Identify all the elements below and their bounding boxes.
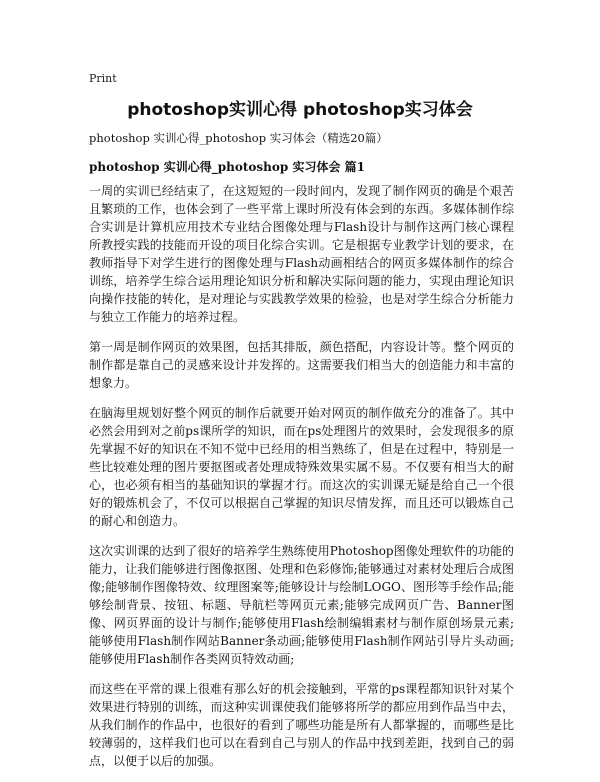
print-link[interactable]: Print [89, 72, 117, 85]
document-subtitle: photoshop 实训心得_photoshop 实习体会（精选20篇） [89, 131, 388, 145]
section-heading: photoshop 实训心得_photoshop 实习体会 篇1 [89, 160, 365, 174]
paragraph: 在脑海里规划好整个网页的制作后就要开始对网页的制作做充分的准备了。其中必然会用到对之前ps课所学的知识，而在ps处理图片的效果时，会发现很多的原先掌握不好的知识在不知不觉中已经用的相当熟练了，但是在过程中，特别是一些比较难处理的图片要抠图或者处理成特殊效果实属不易。不仅要有相当大的耐心，也必须有相当的基础知识的掌握才行。而这次的实训课无疑是给自己一个很好的锻炼机会了，不仅可以根据自己掌握的知识尽情发挥，而且还可以锻炼自己的耐心和创造力。 [89, 406, 514, 528]
page-title: photoshop实训心得 photoshop实习体会 [127, 100, 473, 120]
paragraph: 而这些在平常的课上很难有那么好的机会接触到，平常的ps课程都知识针对某个效果进行特别的训练，而这种实训课使我们能够将所学的都应用到作品当中去，从我们制作的作品中，也很好的看到了哪些功能是所有人都掌握的，而哪些是比较薄弱的，这样我们也可以在看到自己与别人的作品中找到差距，找到自己的弱点，以便于以后的加强。 [89, 682, 514, 768]
paragraph: 一周的实训已经结束了，在这短短的一段时间内，发现了制作网页的确是个艰苦且繁琐的工作，也体会到了一些平常上课时所没有体会到的东西。多媒体制作综合实训是计算机应用技术专业结合图像处理与Flash设计与制作这两门核心课程所教授实践的技能而开设的项目化综合实训。它是根据专业教学计划的要求，在教师指导下对学生进行的图像处理与Flash动画相结合的网页多媒体制作的综合训练，培养学生综合运用理论知识分析和解决实际问题的能力，实现由理论知识向操作技能的转化，是对理论与实践教学效果的检验，也是对学生综合分析能力与独立工作能力的培养过程。 [89, 184, 514, 324]
document-body [89, 182, 514, 782]
paragraph: 第一周是制作网页的效果图，包括其排版，颜色搭配，内容设计等。整个网页的制作都是靠自己的灵感来设计并发挥的。这需要我们相当大的创造能力和丰富的想象力。 [89, 340, 514, 390]
paragraph: 这次实训课的达到了很好的培养学生熟练使用Photoshop图像处理软件的功能的能力，让我们能够进行图像抠图、处理和色彩修饰;能够通过对素材处理后合成图像;能够制作图像特效、纹理图案等;能够设计与绘制LOGO、图形等手绘作品;能够绘制背景、按钮、标题、导航栏等网页元素;能够完成网页广告、Banner图像、网页界面的设计与制作;能够使用Flash绘制编辑素材与制作原创场景元素;能够使用Flash制作网站Banner条动画;能够使用Flash制作网站引导片头动画;能够使用Flash制作各类网页特效动画; [89, 544, 514, 666]
